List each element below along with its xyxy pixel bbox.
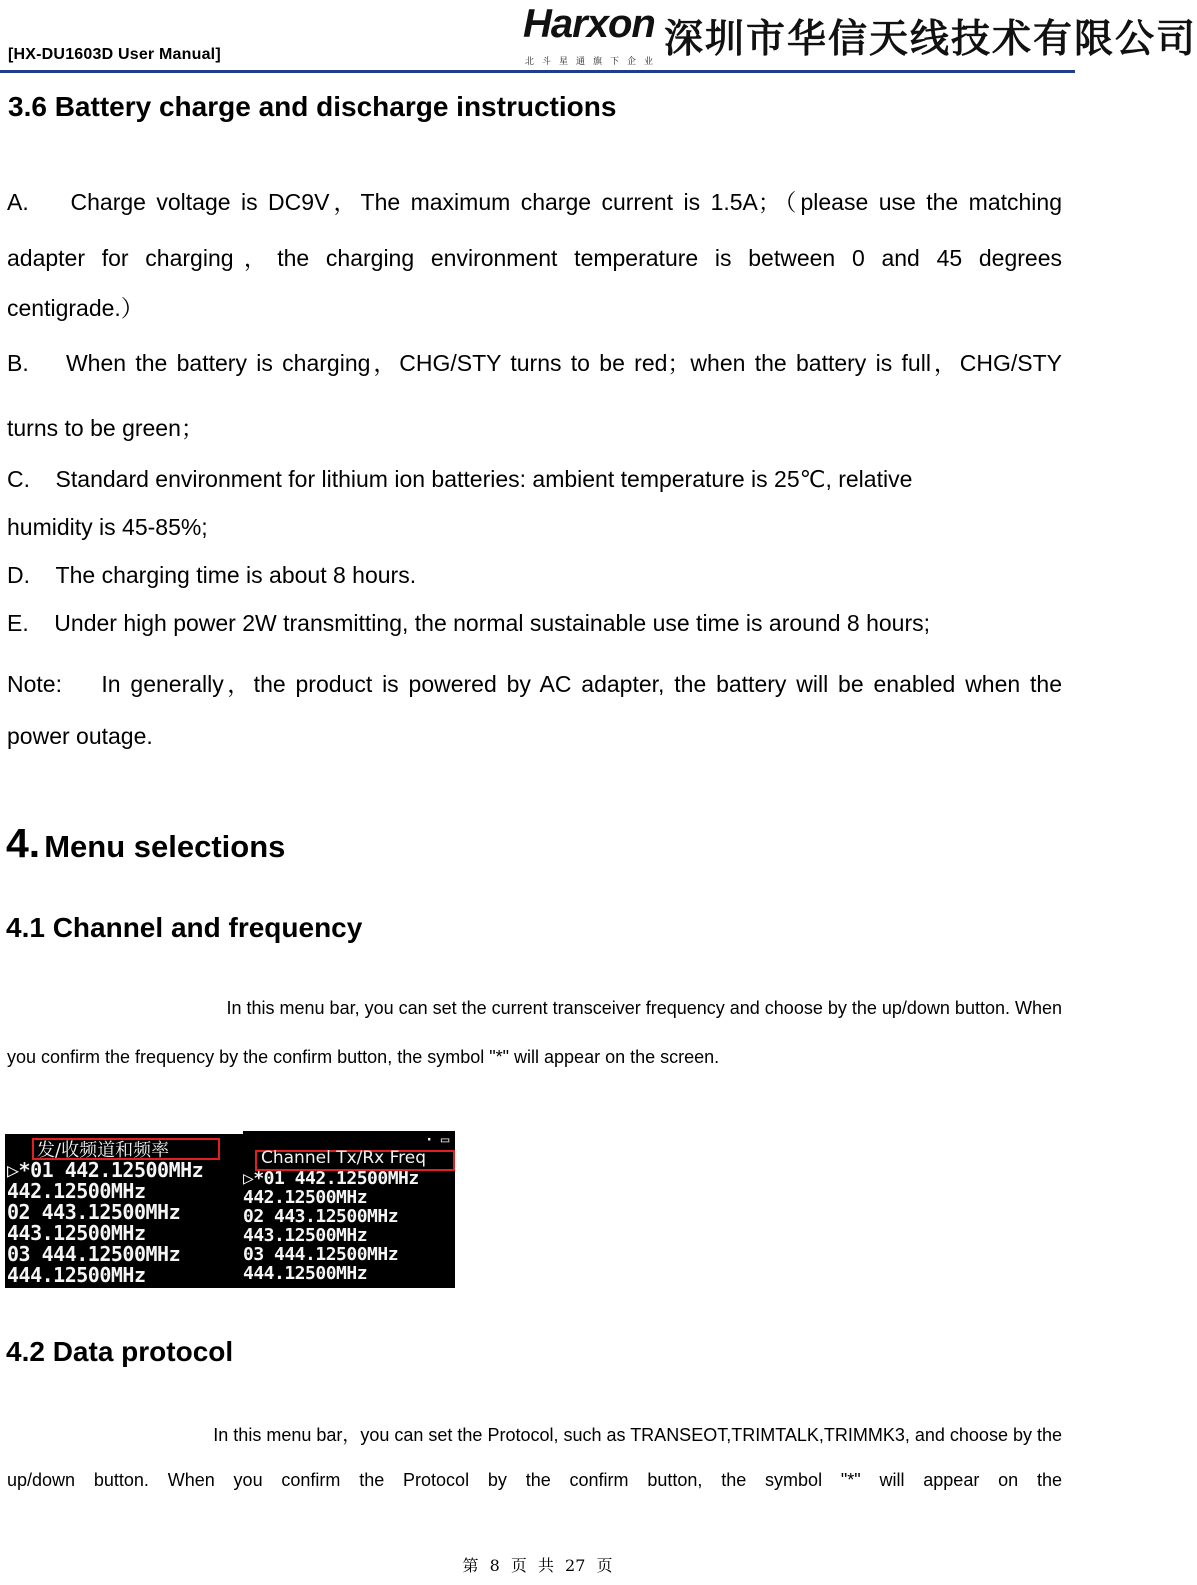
screen-row: 442.12500MHz: [243, 1187, 368, 1208]
page-number: 第 8 页 共 27 页: [462, 1556, 613, 1575]
section-4-heading: [6, 820, 285, 867]
harxon-logo: [523, 2, 662, 66]
screen-title: Channel Tx/Rx Freq: [261, 1148, 427, 1168]
para-b-line1: B. When the battery is charging，CHG/STY turns to be red；when the battery is full，CHG/STY: [7, 350, 1062, 376]
screen-row: 02 443.12500MHz: [7, 1200, 181, 1224]
para-d: D. The charging time is about 8 hours.: [7, 562, 417, 588]
note-line2: power outage.: [7, 723, 153, 749]
screen-english: [243, 1131, 455, 1288]
header-rule: [0, 70, 1075, 73]
section-4-2-line1: In this menu bar，you can set the Protocol, such as TRANSEOT,TRIMTALK,TRIMMK3, and choose by the: [213, 1425, 1062, 1445]
para-c-line1: C. Standard environment for lithium ion batteries: ambient temperature is 25℃, relative: [7, 466, 913, 492]
screen-row: 443.12500MHz: [243, 1225, 368, 1246]
screen-row: ▷*01 442.12500MHz: [243, 1168, 419, 1189]
screen-row: 443.12500MHz: [7, 1221, 146, 1245]
section-4-1-line2: you confirm the frequency by the confirm button, the symbol "*" will appear on the screen.: [7, 1047, 720, 1067]
manual-title: [HX-DU1603D User Manual]: [8, 46, 221, 63]
company-name: 深圳市华信天线技术有限公司: [664, 18, 1197, 61]
section-4-number: 4.: [6, 820, 41, 866]
para-a-line1: A. Charge voltage is DC9V，The maximum charge current is 1.5A；（please use the matching: [7, 189, 1062, 215]
section-4-2-line2: up/down button. When you confirm the Protocol by the confirm button, the symbol "*" will appear on the: [7, 1470, 1062, 1490]
para-e: E. Under high power 2W transmitting, the normal sustainable use time is around 8 hours;: [7, 610, 931, 636]
para-c-line2: humidity is 45-85%;: [7, 514, 208, 540]
logo-tagline: 北斗星通旗下企业: [525, 56, 662, 66]
para-b-line2: turns to be green；: [7, 415, 204, 441]
screen-row: 444.12500MHz: [243, 1263, 368, 1284]
screen-row: 442.12500MHz: [7, 1179, 146, 1203]
section-4-1-title: 4.1 Channel and frequency: [6, 912, 363, 943]
screen-row: 02 443.12500MHz: [243, 1206, 399, 1227]
logo-wordmark: Harxon: [523, 2, 655, 46]
section-4-title: Menu selections: [44, 829, 286, 864]
screen-row: ▷*01 442.12500MHz: [7, 1158, 204, 1182]
para-a-line2: adapter for charging，the charging environment temperature is between 0 and 45 degrees: [7, 245, 1062, 271]
note-line1: Note: In generally，the product is powered by AC adapter, the battery will be enabled when the: [7, 671, 1062, 697]
screen-row: 444.12500MHz: [7, 1263, 146, 1287]
section-4-2-title: 4.2 Data protocol: [6, 1336, 234, 1367]
section-4-1-line1: In this menu bar, you can set the current transceiver frequency and choose by the up/down button. When: [226, 998, 1062, 1018]
para-a-line3: centigrade.）: [7, 295, 144, 321]
battery-status: · ▭: [425, 1132, 449, 1148]
screen-chinese: [5, 1134, 243, 1288]
screen-row: 03 444.12500MHz: [7, 1242, 181, 1266]
screen-title: 发/收频道和频率: [37, 1140, 170, 1161]
section-3-6-title: 3.6 Battery charge and discharge instructions: [8, 91, 617, 122]
screen-row: 03 444.12500MHz: [243, 1244, 399, 1265]
